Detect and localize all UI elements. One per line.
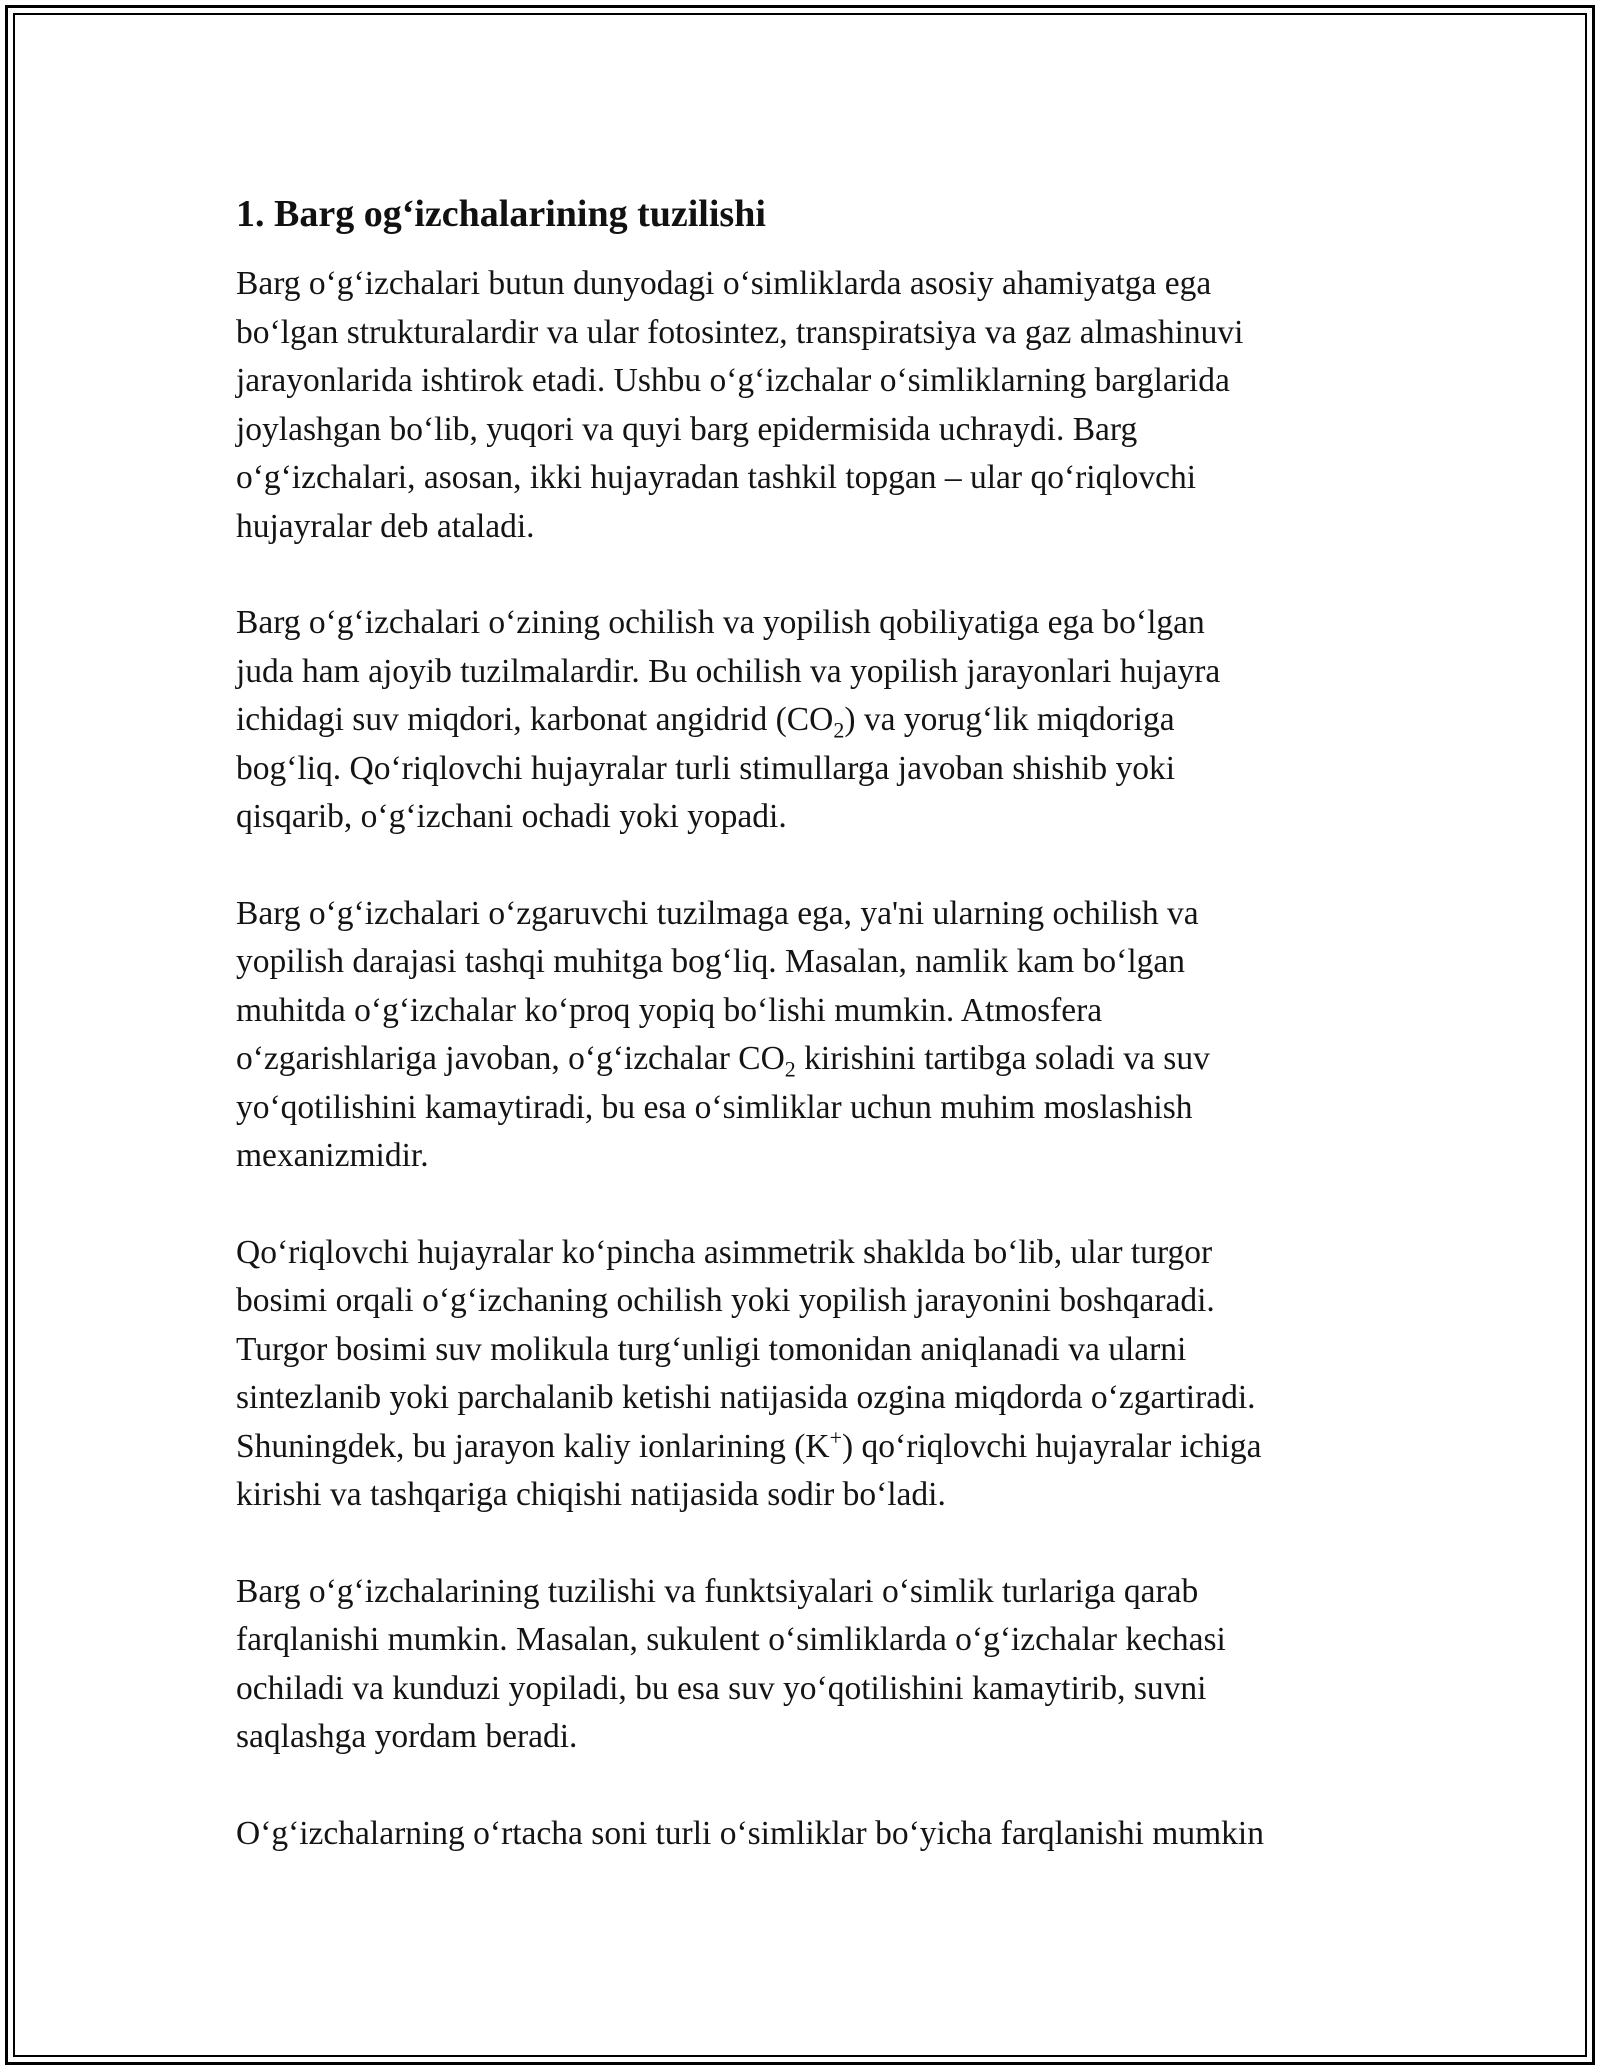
text-line: sintezlanib yoki parchalanib ketishi natijasida ozgina miqdorda o‘zgartiradi. (236, 1379, 1256, 1416)
subscript: 2 (833, 717, 845, 743)
text-line: yopilish darajasi tashqi muhitga bog‘liq. Masalan, namlik kam bo‘lgan (236, 943, 1185, 980)
text-line: juda ham ajoyib tuzilmalardir. Bu ochilish va yopilish jarayonlari hujayra (236, 652, 1221, 690)
paragraph-3 (236, 890, 1366, 1181)
paragraph-5 (236, 1568, 1366, 1762)
text-line: qisqarib, o‘g‘izchani ochadi yoki yopadi. (236, 798, 787, 835)
text-run: ) qo‘riqlovchi hujayralar ichiga (842, 1427, 1262, 1465)
text-line: Barg o‘g‘izchalari o‘zgaruvchi tuzilmaga ega, ya'ni ularning ochilish va (236, 894, 1199, 932)
text-line: Barg o‘g‘izchalarining tuzilishi va funktsiyalari o‘simlik turlariga qarab (236, 1572, 1199, 1610)
text-line: joylashgan bo‘lib, yuqori va quyi barg epidermisida uchraydi. Barg (236, 410, 1138, 448)
text-line: ochiladi va kunduzi yopiladi, bu esa suv yo‘qotilishini kamaytirib, suvni (236, 1669, 1207, 1707)
text-line: bosimi orqali o‘g‘izchaning ochilish yoki yopilish jarayonini boshqaradi. (236, 1282, 1215, 1319)
text-line-co2 (236, 1035, 1366, 1084)
text-line: bog‘liq. Qo‘riqlovchi hujayralar turli stimullarga javoban shishib yoki (236, 749, 1176, 787)
text-line: saqlashga yordam beradi. (236, 1718, 578, 1755)
text-line: Turgor bosimi suv molikula turg‘unligi tomonidan aniqlanadi va ularni (236, 1330, 1187, 1368)
document-body (236, 188, 1366, 1906)
text-line: Barg o‘g‘izchalari o‘zining ochilish va yopilish qobiliyatiga ega bo‘lgan (236, 604, 1205, 641)
text-line: Qo‘riqlovchi hujayralar ko‘pincha asimmetrik shaklda bo‘lib, ular turgor (236, 1233, 1213, 1271)
text-run: kirishini tartibga soladi va suv (795, 1040, 1210, 1077)
text-run: ichidagi suv miqdori, karbonat angidrid (CO (236, 701, 834, 738)
paragraph-4 (236, 1229, 1366, 1520)
text-line: mexanizmidir. (236, 1137, 429, 1174)
text-line: muhitda o‘g‘izchalar ko‘proq yopiq bo‘lishi mumkin. Atmosfera (236, 991, 1103, 1029)
text-run: o‘zgarishlariga javoban, o‘g‘izchalar CO (236, 1040, 785, 1077)
text-line: kirishi va tashqariga chiqishi natijasida sodir bo‘ladi. (236, 1476, 946, 1513)
text-line: hujayralar deb ataladi. (236, 507, 535, 545)
text-run: Shuningdek, bu jarayon kaliy ionlarining (K (236, 1427, 830, 1465)
paragraph-6 (236, 1810, 1366, 1859)
paragraph-1 (236, 260, 1366, 551)
text-line: bo‘lgan strukturalardir va ular fotosintez, transpiratsiya va gaz almashinuvi (236, 313, 1244, 351)
subscript: 2 (784, 1056, 796, 1082)
text-line: farqlanishi mumkin. Masalan, sukulent o‘simliklarda o‘g‘izchalar kechasi (236, 1621, 1226, 1658)
paragraph-2 (236, 599, 1366, 842)
text-line: o‘g‘izchalari, asosan, ikki hujayradan tashkil topgan – ular qo‘riqlovchi (236, 459, 1197, 496)
text-line: O‘g‘izchalarning o‘rtacha soni turli o‘simliklar bo‘yicha farqlanishi mumkin (236, 1814, 1264, 1852)
text-run: ) va yorug‘lik miqdoriga (844, 701, 1175, 738)
text-line-co2 (236, 696, 1366, 745)
superscript: + (829, 1424, 843, 1450)
text-line: yo‘qotilishini kamaytiradi, bu esa o‘simliklar uchun muhim moslashish (236, 1088, 1193, 1126)
text-line: jarayonlarida ishtirok etadi. Ushbu o‘g‘izchalar o‘simliklarning barglarida (236, 362, 1230, 399)
text-line: Barg o‘g‘izchalari butun dunyodagi o‘simliklarda asosiy ahamiyatga ega (236, 265, 1212, 302)
text-line-potassium (236, 1423, 1366, 1472)
section-heading: 1. Barg og‘izchalarining tuzilishi (236, 193, 766, 235)
